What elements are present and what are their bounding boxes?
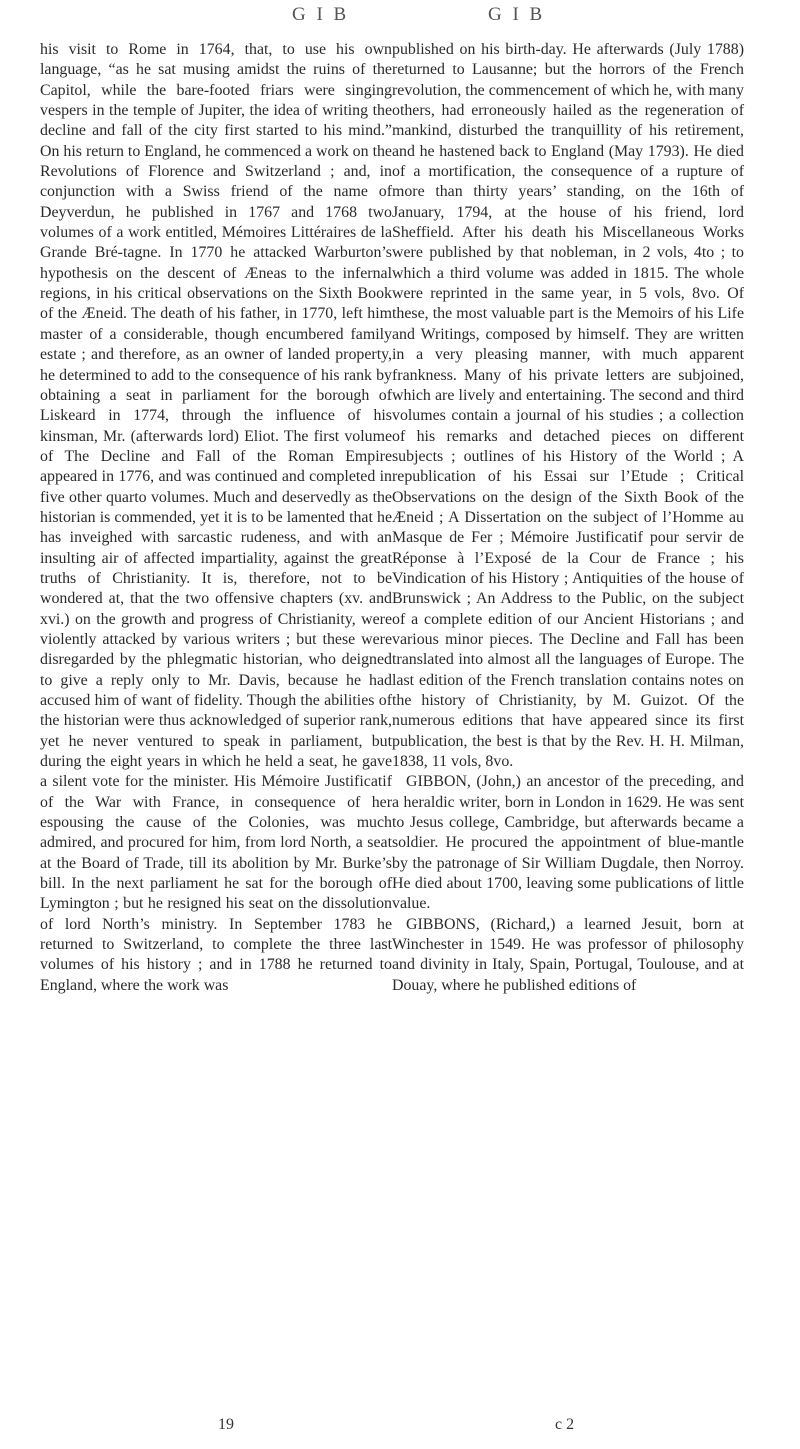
running-head-left: G I B — [292, 4, 350, 25]
right-column — [392, 40, 744, 996]
page-number: 19 — [218, 1416, 234, 1433]
running-head-right: G I B — [488, 4, 546, 25]
entry-gibbons-richard: GIBBONS, (Richard,) a learned Jesuit, born at Winchester in 1549. He was professor of philosophy and divinity in Italy, Spain, Portugal, Toulouse, and at Douay, where he published editions of — [392, 915, 744, 994]
left-paragraph-1: his visit to Rome in 1764, that, to use his own language, “as he sat musing amidst the ruins of the Capitol, while the bare-footed friars were singing vespers in the temple of Jupiter, the idea of writing the decline and fall of the city first started to his mind.” On his return to England, he commenced a work on the Revolutions of Florence and Switzerland ; and, in conjunction with a Swiss friend of the name of Deyverdun, he published in 1767 and 1768 two volumes of a work entitled, Mémoires Littéraires de la Grande Bré-tagne. In 1770 he attacked Warburton’s hypothesis on the descent of Æneas to the infernal regions, in his critical observations on the Sixth Book of the Æneid. The death of his father, in 1770, left him master of a considerable, though encumbered family estate ; and therefore, as an owner of landed property, he determined to add to the consequence of his rank by obtaining a seat in parliament for the borough of Liskeard in 1774, through the influence of his kinsman, Mr. (afterwards lord) Eliot. The first volume of The Decline and Fall of the Roman Empire appeared in 1776, and was continued and completed in five other quarto volumes. Much and deservedly as the historian is commended, yet it is to be lamented that he has inveighed with sarcastic rudeness, and with an insulting air of affected impartiality, against the great truths of Christianity. It is, therefore, not to be wondered at, that the two offensive chapters (xv. and xvi.) on the growth and progress of Christianity, were violently attacked by various writers ; but these were disregarded by the phlegmatic historian, who deigned to give a reply only to Mr. Davis, because he had accused him of want of fidelity. Though the abilities of the historian were thus acknowledged of superior rank, yet he never ventured to speak in parliament, but during the eight years in which he held a seat, he gave a silent vote for the minister. His Mémoire Justificatif of the War with France, in consequence of her espousing the cause of the Colonies, was much admired, and procured for him, from lord North, a seat at the Board of Trade, till its abolition by Mr. Burke’s bill. In the next parliament he sat for the borough of Lymington ; but he resigned his seat on the dissolution of lord North’s ministry. In September 1783 he returned to Switzerland, to complete the three last volumes of his history ; and in 1788 he returned to England, where the work was — [40, 41, 392, 994]
left-column — [40, 40, 392, 996]
entry-gibbon-john: GIBBON, (John,) an ancestor of the preceding, and a heraldic writer, born in London in 1629. He was sent to Jesus college, Cambridge, but afterwards became a soldier. He procured the appointment of blue-mantle by the patronage of Sir William Dugdale, then Norroy. He died about 1700, leaving some publications of little value. — [392, 773, 744, 913]
signature-mark: c 2 — [555, 1416, 575, 1433]
right-paragraph-1: published on his birth-day. He afterwards (July 1788) returned to Lausanne; but the horrors of the French revolution, the commencement of which he, with many others, had erroneously hailed as the regeneration of mankind, disturbed the tranquillity of his retirement, and he hastened back to England (May 1793). He died of a mortification, the consequence of a rupture of more than thirty years’ standing, on the 16th of January, 1794, at the house of his friend, lord Sheffield. After his death his Miscellaneous Works were published by that nobleman, in 2 vols, 4to ; to which a third volume was added in 1815. The whole were reprinted in the same year, in 5 vols, 8vo. Of these, the most valuable part is the Memoirs of his Life and Writings, composed by himself. They are written in a very pleasing manner, with much apparent frankness. Many of his private letters are subjoined, which are lively and entertaining. The second and third volumes contain a journal of his studies ; a collection of his remarks and detached pieces on different subjects ; outlines of his History of the World ; A republication of his Essai sur l’Etude ; Critical Observations on the design of the Sixth Book of the Æneid ; A Dissertation on the subject of l’Homme au Masque de Fer ; Mémoire Justificatif pour servir de Réponse à l’Exposé de la Cour de France ; his Vindication of his History ; Antiquities of the house of Brunswick ; An Address to the Public, on the subject of a complete edition of our Ancient Historians ; and various minor pieces. The Decline and Fall has been translated into almost all the languages of Europe. The last edition of the French translation contains notes on the history of Christianity, by M. Guizot. Of the numerous editions that have appeared since its first publication, the best is that by the Rev. H. H. Milman, 1838, 11 vols, 8vo. — [392, 41, 744, 771]
